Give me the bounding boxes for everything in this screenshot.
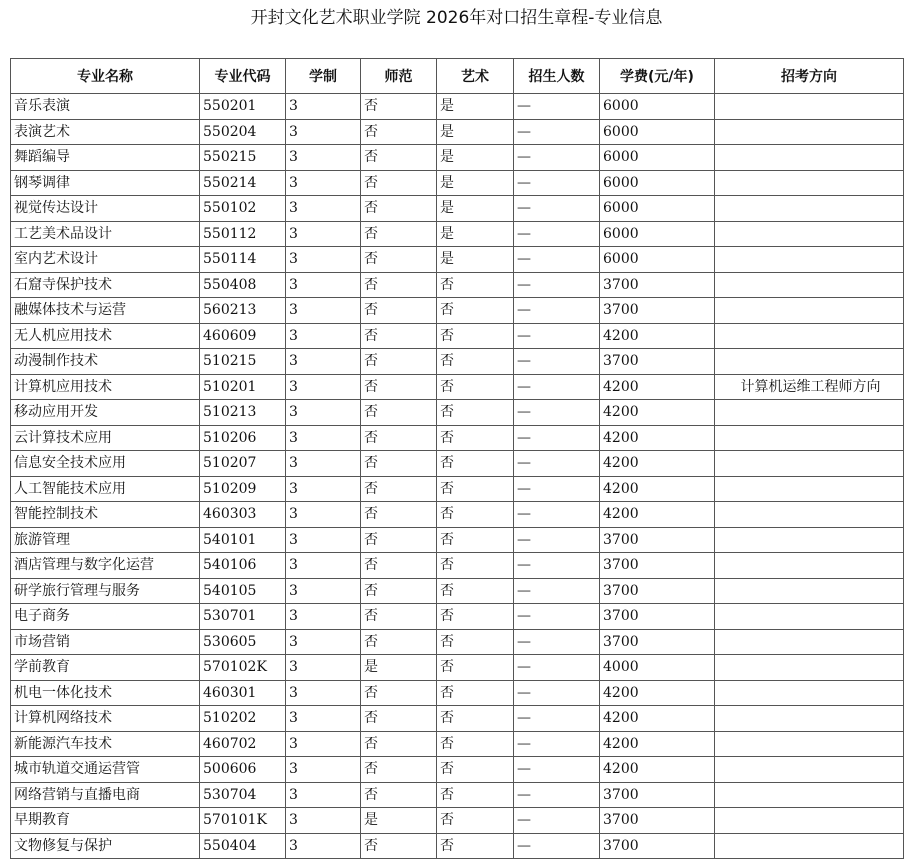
cell-teacher-training: 否 [361, 323, 437, 349]
cell-direction [715, 298, 904, 324]
cell-enrollment: — [514, 374, 600, 400]
cell-major-code: 550201 [200, 94, 286, 120]
cell-enrollment: — [514, 400, 600, 426]
cell-direction [715, 170, 904, 196]
cell-tuition: 3700 [600, 553, 715, 579]
cell-major-code: 540101 [200, 527, 286, 553]
cell-major-code: 540106 [200, 553, 286, 579]
cell-teacher-training: 否 [361, 476, 437, 502]
cell-tuition: 4000 [600, 655, 715, 681]
table-row [11, 476, 904, 502]
cell-arts: 否 [437, 604, 514, 630]
cell-tuition: 4200 [600, 374, 715, 400]
cell-direction [715, 221, 904, 247]
cell-teacher-training: 否 [361, 833, 437, 859]
cell-arts: 否 [437, 323, 514, 349]
table-row [11, 400, 904, 426]
cell-enrollment: — [514, 782, 600, 808]
cell-major-name: 云计算技术应用 [11, 425, 200, 451]
cell-enrollment: — [514, 170, 600, 196]
cell-tuition: 6000 [600, 94, 715, 120]
cell-duration: 3 [286, 298, 361, 324]
cell-major-code: 510215 [200, 349, 286, 375]
cell-tuition: 4200 [600, 731, 715, 757]
cell-enrollment: — [514, 425, 600, 451]
cell-arts: 是 [437, 119, 514, 145]
table-row [11, 604, 904, 630]
majors-table [10, 58, 904, 859]
cell-arts: 否 [437, 833, 514, 859]
cell-duration: 3 [286, 757, 361, 783]
cell-enrollment: — [514, 247, 600, 273]
cell-tuition: 3700 [600, 298, 715, 324]
cell-direction [715, 119, 904, 145]
cell-teacher-training: 否 [361, 170, 437, 196]
cell-major-name: 早期教育 [11, 808, 200, 834]
cell-tuition: 4200 [600, 476, 715, 502]
cell-direction [715, 578, 904, 604]
cell-duration: 3 [286, 578, 361, 604]
cell-direction [715, 655, 904, 681]
cell-direction [715, 425, 904, 451]
cell-enrollment: — [514, 272, 600, 298]
cell-tuition: 3700 [600, 629, 715, 655]
cell-duration: 3 [286, 833, 361, 859]
cell-teacher-training: 否 [361, 272, 437, 298]
cell-teacher-training: 否 [361, 451, 437, 477]
cell-teacher-training: 否 [361, 731, 437, 757]
cell-tuition: 3700 [600, 604, 715, 630]
cell-major-code: 460609 [200, 323, 286, 349]
cell-major-name: 研学旅行管理与服务 [11, 578, 200, 604]
cell-duration: 3 [286, 272, 361, 298]
cell-duration: 3 [286, 145, 361, 171]
cell-teacher-training: 否 [361, 527, 437, 553]
cell-tuition: 3700 [600, 349, 715, 375]
cell-major-code: 510206 [200, 425, 286, 451]
cell-major-name: 信息安全技术应用 [11, 451, 200, 477]
cell-major-name: 动漫制作技术 [11, 349, 200, 375]
cell-arts: 否 [437, 476, 514, 502]
column-header-enrollment: 招生人数 [514, 59, 600, 94]
cell-direction [715, 527, 904, 553]
cell-direction [715, 680, 904, 706]
cell-major-name: 移动应用开发 [11, 400, 200, 426]
cell-major-code: 510207 [200, 451, 286, 477]
table-row [11, 221, 904, 247]
cell-enrollment: — [514, 119, 600, 145]
cell-major-name: 文物修复与保护 [11, 833, 200, 859]
cell-major-code: 540105 [200, 578, 286, 604]
cell-major-code: 460303 [200, 502, 286, 528]
cell-direction [715, 145, 904, 171]
cell-arts: 否 [437, 349, 514, 375]
cell-enrollment: — [514, 451, 600, 477]
cell-arts: 否 [437, 782, 514, 808]
cell-major-name: 表演艺术 [11, 119, 200, 145]
cell-duration: 3 [286, 400, 361, 426]
table-row [11, 629, 904, 655]
cell-major-code: 510209 [200, 476, 286, 502]
cell-teacher-training: 否 [361, 221, 437, 247]
cell-arts: 否 [437, 757, 514, 783]
cell-major-name: 电子商务 [11, 604, 200, 630]
cell-tuition: 3700 [600, 578, 715, 604]
cell-enrollment: — [514, 94, 600, 120]
cell-direction [715, 833, 904, 859]
column-header-major-code: 专业代码 [200, 59, 286, 94]
cell-teacher-training: 否 [361, 706, 437, 732]
cell-major-name: 酒店管理与数字化运营 [11, 553, 200, 579]
table-row [11, 731, 904, 757]
cell-major-name: 计算机应用技术 [11, 374, 200, 400]
cell-direction [715, 757, 904, 783]
cell-direction [715, 553, 904, 579]
cell-duration: 3 [286, 476, 361, 502]
cell-teacher-training: 是 [361, 655, 437, 681]
table-row [11, 502, 904, 528]
cell-arts: 否 [437, 527, 514, 553]
cell-major-code: 530605 [200, 629, 286, 655]
cell-teacher-training: 否 [361, 247, 437, 273]
cell-teacher-training: 否 [361, 400, 437, 426]
cell-direction [715, 272, 904, 298]
cell-direction [715, 476, 904, 502]
cell-enrollment: — [514, 145, 600, 171]
cell-direction [715, 349, 904, 375]
table-row [11, 94, 904, 120]
cell-major-code: 550214 [200, 170, 286, 196]
cell-direction [715, 323, 904, 349]
cell-duration: 3 [286, 196, 361, 222]
cell-duration: 3 [286, 527, 361, 553]
cell-duration: 3 [286, 221, 361, 247]
cell-major-name: 智能控制技术 [11, 502, 200, 528]
cell-duration: 3 [286, 731, 361, 757]
cell-duration: 3 [286, 808, 361, 834]
table-row [11, 451, 904, 477]
table-row [11, 247, 904, 273]
cell-tuition: 3700 [600, 527, 715, 553]
cell-major-code: 500606 [200, 757, 286, 783]
table-row [11, 782, 904, 808]
column-header-tuition: 学费(元/年) [600, 59, 715, 94]
cell-teacher-training: 否 [361, 145, 437, 171]
table-row [11, 655, 904, 681]
cell-tuition: 6000 [600, 170, 715, 196]
cell-enrollment: — [514, 349, 600, 375]
cell-major-code: 510213 [200, 400, 286, 426]
cell-enrollment: — [514, 553, 600, 579]
cell-arts: 否 [437, 451, 514, 477]
column-header-direction: 招考方向 [715, 59, 904, 94]
table-row [11, 425, 904, 451]
cell-tuition: 6000 [600, 145, 715, 171]
cell-major-name: 计算机网络技术 [11, 706, 200, 732]
cell-duration: 3 [286, 553, 361, 579]
cell-enrollment: — [514, 604, 600, 630]
cell-enrollment: — [514, 527, 600, 553]
cell-major-code: 550204 [200, 119, 286, 145]
cell-tuition: 3700 [600, 782, 715, 808]
cell-arts: 否 [437, 502, 514, 528]
cell-tuition: 4200 [600, 680, 715, 706]
cell-direction [715, 247, 904, 273]
cell-enrollment: — [514, 833, 600, 859]
cell-direction: 计算机运维工程师方向 [715, 374, 904, 400]
cell-tuition: 6000 [600, 221, 715, 247]
column-header-arts: 艺术 [437, 59, 514, 94]
cell-duration: 3 [286, 451, 361, 477]
cell-major-code: 570101K [200, 808, 286, 834]
table-row [11, 349, 904, 375]
cell-enrollment: — [514, 655, 600, 681]
cell-major-name: 无人机应用技术 [11, 323, 200, 349]
cell-duration: 3 [286, 119, 361, 145]
cell-duration: 3 [286, 680, 361, 706]
cell-tuition: 4200 [600, 323, 715, 349]
cell-major-code: 570102K [200, 655, 286, 681]
cell-tuition: 4200 [600, 425, 715, 451]
cell-direction [715, 706, 904, 732]
cell-arts: 否 [437, 272, 514, 298]
column-header-duration: 学制 [286, 59, 361, 94]
cell-direction [715, 196, 904, 222]
cell-direction [715, 400, 904, 426]
column-header-major-name: 专业名称 [11, 59, 200, 94]
cell-tuition: 3700 [600, 272, 715, 298]
cell-teacher-training: 否 [361, 298, 437, 324]
cell-arts: 否 [437, 706, 514, 732]
cell-direction [715, 604, 904, 630]
cell-teacher-training: 否 [361, 578, 437, 604]
table-row [11, 196, 904, 222]
cell-teacher-training: 否 [361, 604, 437, 630]
cell-major-name: 旅游管理 [11, 527, 200, 553]
cell-arts: 是 [437, 221, 514, 247]
table-row [11, 272, 904, 298]
cell-teacher-training: 否 [361, 374, 437, 400]
cell-major-name: 人工智能技术应用 [11, 476, 200, 502]
cell-arts: 是 [437, 247, 514, 273]
cell-enrollment: — [514, 808, 600, 834]
table-row [11, 119, 904, 145]
cell-direction [715, 502, 904, 528]
cell-teacher-training: 否 [361, 349, 437, 375]
table-body [11, 94, 904, 859]
cell-teacher-training: 否 [361, 782, 437, 808]
cell-arts: 否 [437, 553, 514, 579]
cell-arts: 否 [437, 578, 514, 604]
cell-duration: 3 [286, 629, 361, 655]
cell-major-code: 550112 [200, 221, 286, 247]
cell-tuition: 4200 [600, 400, 715, 426]
cell-arts: 否 [437, 808, 514, 834]
cell-enrollment: — [514, 196, 600, 222]
cell-duration: 3 [286, 706, 361, 732]
cell-duration: 3 [286, 655, 361, 681]
cell-major-name: 机电一体化技术 [11, 680, 200, 706]
cell-major-name: 网络营销与直播电商 [11, 782, 200, 808]
cell-arts: 否 [437, 629, 514, 655]
table-row [11, 145, 904, 171]
cell-major-code: 560213 [200, 298, 286, 324]
cell-enrollment: — [514, 298, 600, 324]
table-row [11, 298, 904, 324]
cell-major-name: 钢琴调律 [11, 170, 200, 196]
cell-major-name: 工艺美术品设计 [11, 221, 200, 247]
cell-enrollment: — [514, 731, 600, 757]
cell-enrollment: — [514, 502, 600, 528]
cell-teacher-training: 是 [361, 808, 437, 834]
cell-arts: 否 [437, 400, 514, 426]
cell-major-code: 550114 [200, 247, 286, 273]
cell-duration: 3 [286, 604, 361, 630]
table-row [11, 578, 904, 604]
cell-duration: 3 [286, 374, 361, 400]
page-title: 开封文化艺术职业学院 2026年对口招生章程-专业信息 [250, 8, 663, 28]
cell-direction [715, 94, 904, 120]
cell-direction [715, 782, 904, 808]
cell-enrollment: — [514, 476, 600, 502]
cell-direction [715, 808, 904, 834]
cell-major-name: 视觉传达设计 [11, 196, 200, 222]
cell-major-name: 石窟寺保护技术 [11, 272, 200, 298]
cell-tuition: 6000 [600, 196, 715, 222]
cell-teacher-training: 否 [361, 553, 437, 579]
cell-major-code: 550102 [200, 196, 286, 222]
cell-major-name: 室内艺术设计 [11, 247, 200, 273]
cell-direction [715, 731, 904, 757]
cell-enrollment: — [514, 757, 600, 783]
cell-teacher-training: 否 [361, 629, 437, 655]
table-row [11, 323, 904, 349]
table-row [11, 757, 904, 783]
table-header-row [11, 59, 904, 94]
cell-arts: 否 [437, 374, 514, 400]
cell-duration: 3 [286, 349, 361, 375]
cell-enrollment: — [514, 578, 600, 604]
cell-major-code: 460301 [200, 680, 286, 706]
cell-arts: 是 [437, 196, 514, 222]
cell-tuition: 4200 [600, 757, 715, 783]
cell-enrollment: — [514, 680, 600, 706]
cell-teacher-training: 否 [361, 757, 437, 783]
cell-major-code: 510202 [200, 706, 286, 732]
cell-direction [715, 451, 904, 477]
cell-teacher-training: 否 [361, 119, 437, 145]
cell-enrollment: — [514, 706, 600, 732]
cell-major-name: 舞蹈编导 [11, 145, 200, 171]
cell-major-code: 550408 [200, 272, 286, 298]
cell-major-name: 市场营销 [11, 629, 200, 655]
cell-major-name: 音乐表演 [11, 94, 200, 120]
cell-duration: 3 [286, 94, 361, 120]
cell-major-code: 460702 [200, 731, 286, 757]
table-row [11, 527, 904, 553]
cell-enrollment: — [514, 221, 600, 247]
cell-duration: 3 [286, 502, 361, 528]
cell-arts: 是 [437, 94, 514, 120]
table-row [11, 170, 904, 196]
cell-major-code: 550215 [200, 145, 286, 171]
cell-major-code: 530704 [200, 782, 286, 808]
cell-arts: 是 [437, 145, 514, 171]
cell-major-name: 城市轨道交通运营管 [11, 757, 200, 783]
cell-major-name: 新能源汽车技术 [11, 731, 200, 757]
cell-teacher-training: 否 [361, 425, 437, 451]
cell-tuition: 3700 [600, 808, 715, 834]
cell-duration: 3 [286, 782, 361, 808]
cell-enrollment: — [514, 629, 600, 655]
cell-duration: 3 [286, 170, 361, 196]
table-row [11, 833, 904, 859]
cell-tuition: 4200 [600, 451, 715, 477]
cell-tuition: 6000 [600, 247, 715, 273]
table-row [11, 374, 904, 400]
cell-major-code: 550404 [200, 833, 286, 859]
cell-teacher-training: 否 [361, 502, 437, 528]
cell-enrollment: — [514, 323, 600, 349]
cell-direction [715, 629, 904, 655]
cell-major-name: 学前教育 [11, 655, 200, 681]
cell-tuition: 3700 [600, 833, 715, 859]
table-row [11, 680, 904, 706]
table-row [11, 808, 904, 834]
cell-major-name: 融媒体技术与运营 [11, 298, 200, 324]
cell-arts: 否 [437, 425, 514, 451]
cell-teacher-training: 否 [361, 94, 437, 120]
cell-duration: 3 [286, 247, 361, 273]
cell-tuition: 4200 [600, 502, 715, 528]
table-row [11, 553, 904, 579]
cell-major-code: 530701 [200, 604, 286, 630]
cell-arts: 是 [437, 170, 514, 196]
cell-arts: 否 [437, 298, 514, 324]
cell-duration: 3 [286, 425, 361, 451]
cell-teacher-training: 否 [361, 680, 437, 706]
cell-arts: 否 [437, 731, 514, 757]
column-header-teacher-training: 师范 [361, 59, 437, 94]
cell-tuition: 4200 [600, 706, 715, 732]
cell-major-code: 510201 [200, 374, 286, 400]
cell-teacher-training: 否 [361, 196, 437, 222]
cell-arts: 否 [437, 680, 514, 706]
cell-arts: 否 [437, 655, 514, 681]
cell-duration: 3 [286, 323, 361, 349]
cell-tuition: 6000 [600, 119, 715, 145]
table-row [11, 706, 904, 732]
